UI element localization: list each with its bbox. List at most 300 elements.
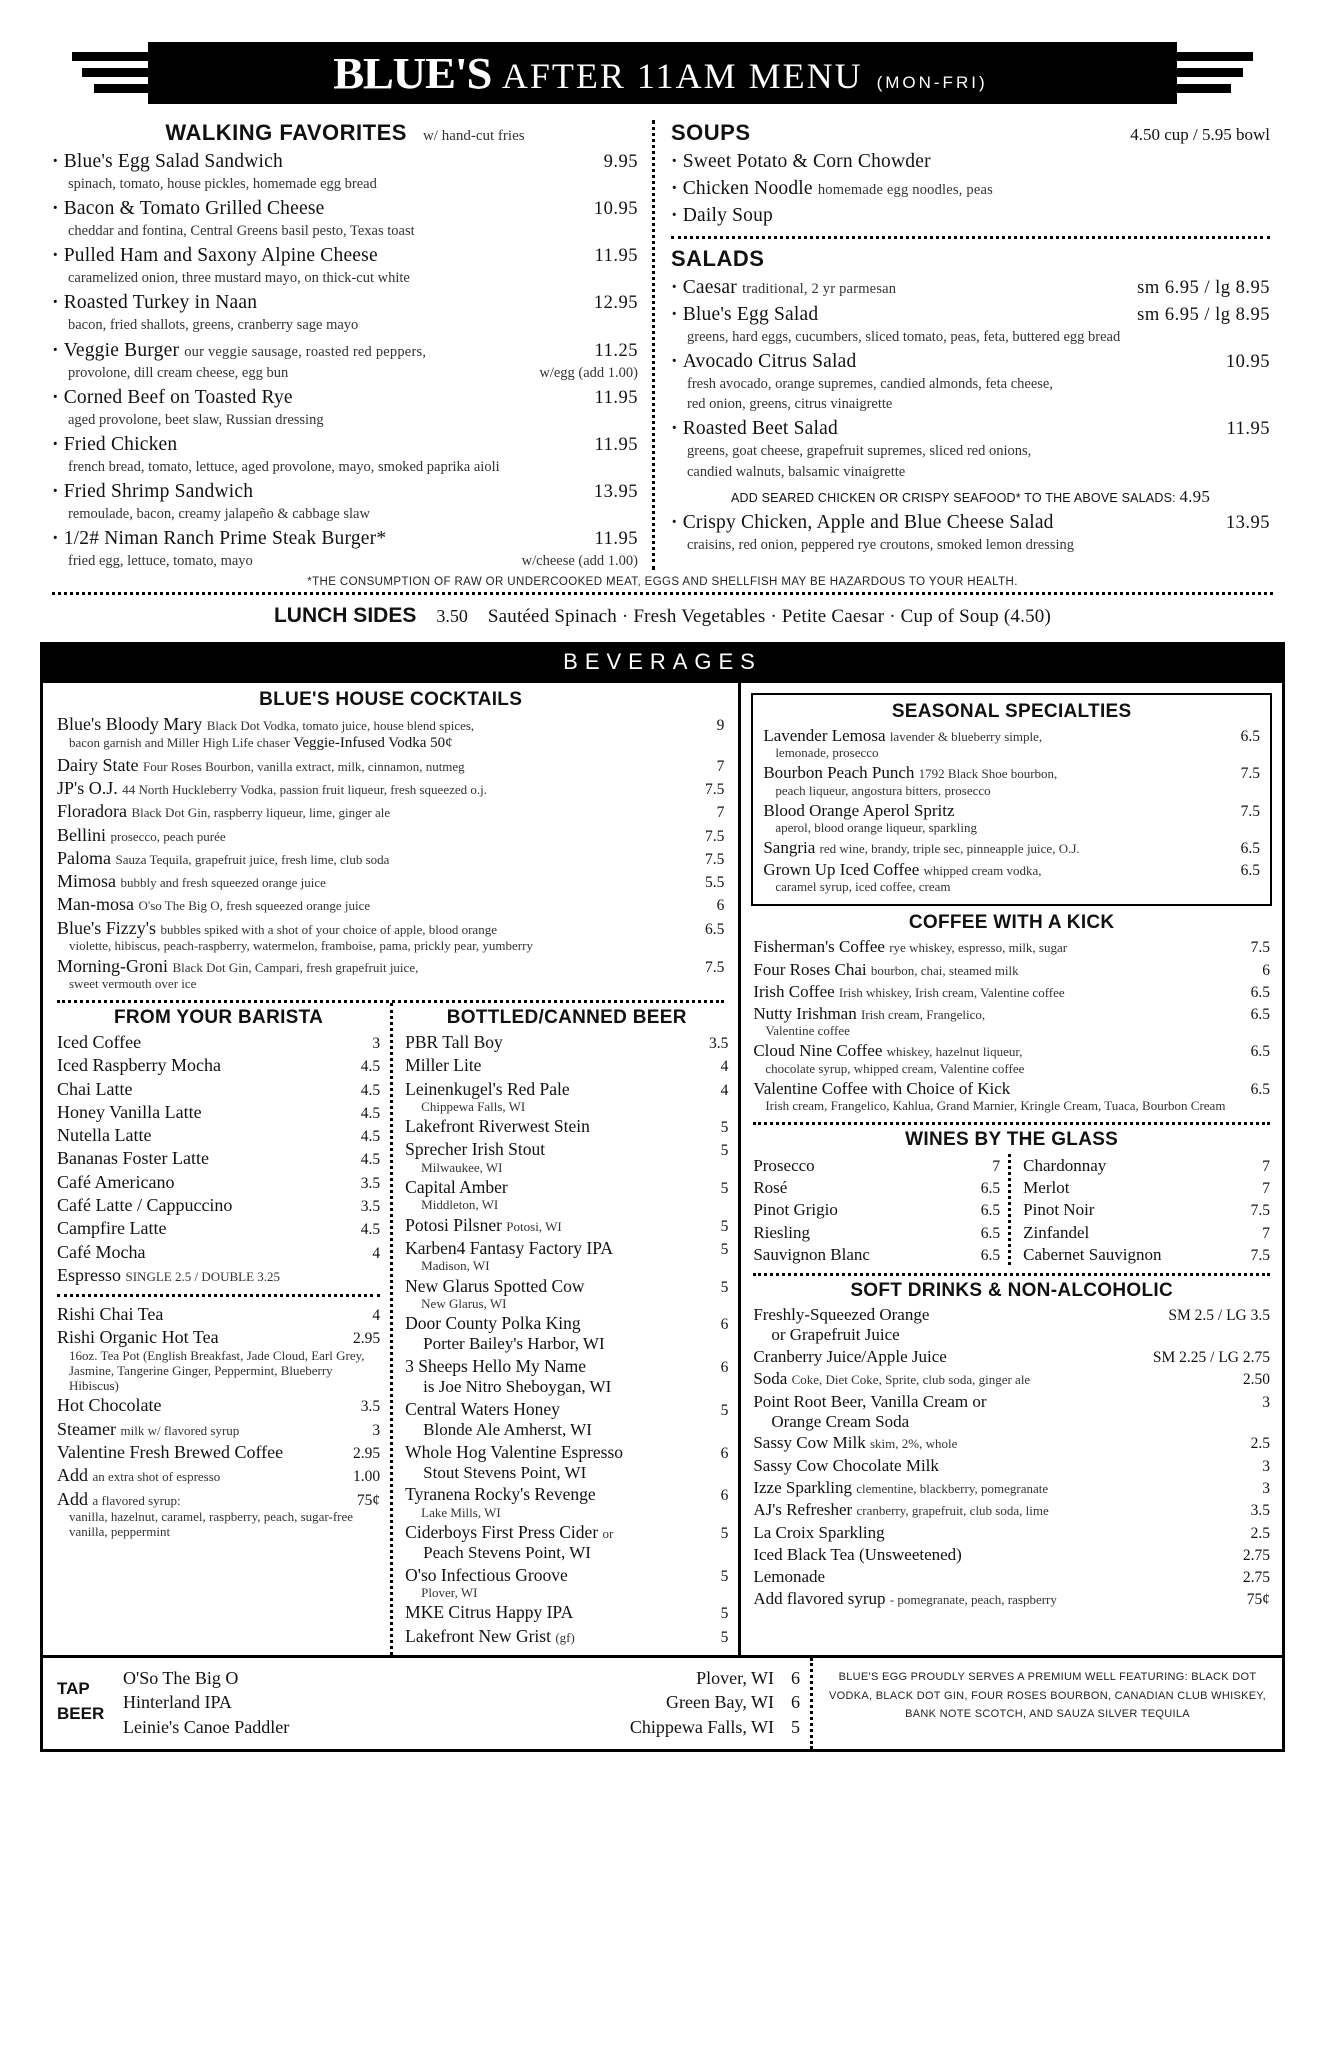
drink-desc: Black Dot Vodka, tomato juice, house blend spices, (206, 718, 475, 734)
drink-item (763, 860, 1260, 880)
drink-price: 1.00 (353, 1468, 381, 1486)
drink-item (753, 1523, 1270, 1543)
drink-item (753, 1589, 1270, 1609)
drink-price: 5 (720, 1217, 729, 1235)
drink-name: Fisherman's Coffee rye whiskey, espresso, milk, sugar (753, 937, 1068, 957)
drink-desc: whiskey, hazelnut liqueur, (886, 1044, 1023, 1060)
menu-item-name: · Caesar traditional, 2 yr parmesan (671, 277, 1127, 299)
drink-item (763, 801, 1260, 821)
drink-sub-desc: chocolate syrup, whipped cream, Valentine coffee (765, 1060, 1025, 1076)
drink-name-cont: Orange Cream Soda (771, 1411, 910, 1431)
walking-favorites-list (52, 151, 638, 570)
divider (753, 1122, 1270, 1125)
drink-item (57, 1079, 380, 1100)
divider (671, 236, 1270, 239)
tap-beer-item (123, 1715, 800, 1739)
drink-price: 5 (720, 1240, 729, 1258)
drink-item (405, 1055, 728, 1076)
drink-item (57, 825, 724, 846)
drink-inline-desc: milk w/ flavored syrup (120, 1422, 240, 1438)
wing-left-icon (70, 42, 156, 104)
drink-price: 7 (1262, 1224, 1270, 1242)
drink-sub-desc: sweet vermouth over ice (69, 976, 197, 992)
menu-item-name: · Roasted Beet Salad (671, 418, 1217, 440)
drink-price: 6 (720, 1444, 729, 1462)
soft-drinks-list (753, 1305, 1270, 1609)
drink-name: Mimosa bubbly and fresh squeezed orange juice (57, 871, 326, 892)
drink-price: 2.95 (353, 1330, 381, 1348)
tap-beer-label (57, 1666, 123, 1739)
drink-name: Tyranena Rocky's Revenge (405, 1484, 596, 1505)
drink-item (1023, 1223, 1270, 1243)
drink-desc: red wine, brandy, triple sec, pinneapple juice, O.J. (819, 840, 1080, 856)
drink-price: 6 (1262, 961, 1270, 979)
drink-name: Sangria red wine, brandy, triple sec, pinneapple juice, O.J. (763, 837, 1080, 857)
drink-price: 7.5 (1240, 765, 1260, 783)
beverages-right-column (741, 683, 1282, 1655)
drink-item (405, 1313, 728, 1334)
drink-name: JP's O.J. 44 North Huckleberry Vodka, passion fruit liqueur, fresh squeezed o.j. (57, 777, 487, 798)
menu-item-name: · Daily Soup (671, 205, 1270, 227)
drink-item (753, 1369, 1270, 1389)
drink-desc: Sauza Tequila, grapefruit juice, fresh lime, club soda (115, 851, 390, 867)
drink-name: Man-mosa O'so The Big O, fresh squeezed orange juice (57, 894, 371, 915)
wing-right-icon (1169, 42, 1255, 104)
tap-beer-list (123, 1666, 800, 1739)
drink-name-cont: or Grapefruit Juice (771, 1325, 900, 1345)
drink-item (405, 1399, 728, 1420)
tap-beer-item (123, 1666, 800, 1690)
drink-item (405, 1238, 728, 1259)
tea-list (57, 1304, 380, 1540)
menu-item-price: 11.95 (594, 529, 638, 549)
drink-price: 4 (372, 1244, 381, 1262)
drink-name: Valentine Coffee with Choice of Kick (753, 1078, 1011, 1098)
drink-name: Sassy Cow Chocolate Milk (753, 1455, 939, 1475)
drink-item (753, 1433, 1270, 1453)
header-banner (70, 42, 1255, 104)
drink-price: 7 (716, 757, 725, 775)
menu-title: AFTER 11AM MENU (501, 55, 863, 96)
bottled-beer-list (405, 1032, 728, 1647)
menu-item-addon: w/egg (add 1.00) (539, 364, 638, 381)
soft-drinks-section (741, 1280, 1282, 1613)
drink-price: 5 (720, 1180, 729, 1198)
drink-name: Add flavored syrup - pomegranate, peach, raspberry (753, 1589, 1057, 1609)
menu-item (52, 528, 638, 550)
drink-price: 6.5 (1250, 1043, 1270, 1061)
drink-name: Lavender Lemosa lavender & blueberry simple, (763, 726, 1043, 746)
walking-favorites-column (52, 120, 652, 570)
tap-beer-location: Plover, WI (696, 1667, 774, 1688)
menu-item-name: · Blue's Egg Salad Sandwich (52, 151, 594, 173)
drink-price: 7.5 (1250, 1202, 1270, 1220)
drink-name: La Croix Sparkling (753, 1522, 885, 1542)
drink-name: Riesling (753, 1222, 810, 1242)
drink-price: 6.5 (704, 920, 725, 938)
drink-name: Chai Latte (57, 1078, 133, 1099)
menu-item-desc-text: fried egg, lettuce, tomato, mayo (68, 553, 253, 569)
drink-name: Nutella Latte (57, 1125, 152, 1146)
drink-name: Iced Raspberry Mocha (57, 1055, 221, 1076)
menu-item-name: · Chicken Noodle homemade egg noodles, peas (671, 178, 1270, 200)
drink-name: Floradora Black Dot Gin, raspberry liqueur, lime, ginger ale (57, 801, 391, 822)
menu-item (671, 351, 1270, 373)
drink-name: AJ's Refresher cranberry, grapefruit, club soda, lime (753, 1500, 1049, 1520)
drink-price: 7 (1262, 1157, 1270, 1175)
drink-price: 4.5 (360, 1221, 381, 1239)
drink-price: 6 (720, 1487, 729, 1505)
drink-item (405, 1177, 728, 1198)
drink-price: 6.5 (1240, 862, 1260, 880)
drink-desc: cranberry, grapefruit, club soda, lime (856, 1503, 1049, 1519)
drink-name: Chardonnay (1023, 1155, 1107, 1175)
walking-favorites-heading: WALKING FAVORITES (165, 120, 407, 145)
drink-price: 5 (720, 1567, 729, 1585)
menu-item (52, 340, 638, 362)
drink-item (57, 1265, 380, 1286)
tap-label-line2: BEER (57, 1704, 105, 1724)
soups-list (671, 151, 1270, 227)
drink-name: Campfire Latte (57, 1218, 167, 1239)
drink-name: Grown Up Iced Coffee whipped cream vodka, (763, 860, 1042, 880)
drink-item (753, 1223, 1000, 1243)
drink-price: 2.75 (1242, 1546, 1270, 1564)
menu-item-name: · Veggie Burger our veggie sausage, roasted red peppers, (52, 340, 585, 362)
drink-price: 5 (720, 1401, 729, 1419)
drink-item (405, 1116, 728, 1137)
drink-item (57, 801, 724, 822)
menu-item-name: · 1/2# Niman Ranch Prime Steak Burger* (52, 528, 585, 550)
drink-name: Steamer milk w/ flavored syrup (57, 1418, 240, 1439)
menu-item-desc (68, 364, 638, 382)
drink-desc: - pomegranate, peach, raspberry (889, 1592, 1057, 1608)
drink-price: 6.5 (1250, 983, 1270, 1001)
drink-sub-desc: bacon garnish and Miller High Life chaser Veggie-Infused Vodka 50¢ (69, 735, 453, 752)
drink-name: Zinfandel (1023, 1222, 1090, 1242)
drink-desc: bubbles spiked with a shot of your choice of apple, blood orange (160, 921, 497, 937)
drink-price: 7 (1262, 1180, 1270, 1198)
menu-item (671, 151, 1270, 173)
drink-name: Add an extra shot of espresso (57, 1465, 221, 1486)
menu-item-price: 11.95 (1226, 419, 1270, 440)
menu-item (52, 198, 638, 220)
drink-price: 3.5 (360, 1174, 381, 1192)
drink-price: 9 (716, 717, 725, 735)
seasonal-heading: SEASONAL SPECIALTIES (891, 701, 1132, 723)
drink-price: 3 (372, 1421, 381, 1439)
drink-name: Café Latte / Cappuccino (57, 1195, 233, 1216)
menu-item (671, 178, 1270, 200)
drink-item (57, 1489, 380, 1510)
bottled-beer-section (393, 1003, 738, 1655)
drink-price: 5 (720, 1119, 729, 1137)
well-note-line1: BLUE'S EGG PROUDLY SERVES A PREMIUM WELL FEATURING: BLACK DOT (838, 1670, 1257, 1683)
title-bar (148, 42, 1177, 104)
drink-item (753, 1245, 1000, 1265)
menu-item (52, 434, 638, 456)
drink-name: Prosecco (753, 1155, 815, 1175)
menu-item-inline-desc: traditional, 2 yr parmesan (742, 281, 897, 297)
menu-item-addon: w/cheese (add 1.00) (521, 553, 638, 569)
drink-price: 3.5 (1250, 1502, 1270, 1520)
drink-name: Sprecher Irish Stout (405, 1139, 546, 1160)
drink-item (753, 1347, 1270, 1367)
drink-name-cont: Blonde Ale Amherst, WI (423, 1420, 592, 1440)
drink-item (753, 1392, 1270, 1412)
drink-location: Lake Mills, WI (421, 1504, 501, 1520)
house-cocktails-heading: BLUE'S HOUSE COCKTAILS (259, 689, 523, 711)
drink-name: Morning-Groni Black Dot Gin, Campari, fresh grapefruit juice, (57, 955, 419, 976)
drink-item (405, 1442, 728, 1463)
drink-price: 6 (716, 897, 725, 915)
drink-item (405, 1602, 728, 1623)
drink-price: 7.5 (704, 780, 725, 798)
drink-item (57, 871, 724, 892)
drink-desc: rye whiskey, espresso, milk, sugar (889, 940, 1068, 956)
drink-item (753, 1004, 1270, 1024)
salad-last-item (671, 512, 1270, 554)
drink-sub-desc: violette, hibiscus, peach-raspberry, watermelon, framboise, pama, prickly pear, yumberry (69, 937, 533, 953)
drink-location: Bailey's Harbor, WI (468, 1334, 605, 1354)
lunch-sides-list: Sautéed Spinach · Fresh Vegetables · Petite Caesar · Cup of Soup (4.50) (487, 606, 1051, 628)
drink-name: Lakefront New Grist (gf) (405, 1625, 575, 1646)
drink-name: Soda Coke, Diet Coke, Sprite, club soda, ginger ale (753, 1369, 1031, 1389)
drink-price: 2.5 (1250, 1524, 1270, 1542)
menu-item-inline-desc: our veggie sausage, roasted red peppers, (184, 343, 427, 360)
drink-price: 3.5 (360, 1398, 381, 1416)
drink-price: 4.5 (360, 1151, 381, 1169)
drink-item (1023, 1178, 1270, 1198)
drink-item (753, 1156, 1000, 1176)
drink-item (57, 755, 724, 776)
drink-price: 4.5 (360, 1081, 381, 1099)
drink-name: O'so Infectious Groove (405, 1564, 568, 1585)
drink-desc: Irish cream, Frangelico, (860, 1007, 986, 1023)
well-liquor-note (810, 1658, 1282, 1749)
brand-logo: BLUE'S (333, 48, 492, 98)
drink-location: Sheboygan, WI (505, 1377, 612, 1397)
coffee-kick-section (741, 906, 1282, 1118)
drink-name: Cabernet Sauvignon (1023, 1244, 1162, 1264)
wines-heading: WINES BY THE GLASS (905, 1128, 1119, 1150)
wines-left-list (753, 1154, 1011, 1265)
drink-price: 3.5 (708, 1035, 729, 1053)
drink-name: Bourbon Peach Punch 1792 Black Shoe bourbon, (763, 763, 1058, 783)
drink-item (57, 714, 724, 735)
beverages-banner: BEVERAGES (40, 642, 1285, 683)
drink-location: Chippewa Falls, WI (421, 1098, 526, 1114)
health-disclaimer: *THE CONSUMPTION OF RAW OR UNDERCOOKED MEAT, EGGS AND SHELLFISH MAY BE HAZARDOUS TO YOUR HEALTH. (307, 576, 1018, 589)
drink-sub-desc: lemonade, prosecco (775, 745, 879, 761)
menu-item-desc-text: provolone, dill cream cheese, egg bun (68, 364, 289, 381)
drink-price: 6.5 (980, 1246, 1001, 1264)
drink-inline-desc: SINGLE 2.5 / DOUBLE 3.25 (125, 1268, 281, 1284)
drink-sub-desc: peach liqueur, angostura bitters, prosecco (775, 782, 991, 798)
drink-name: MKE Citrus Happy IPA (405, 1602, 574, 1623)
drink-price: 6.5 (980, 1202, 1001, 1220)
drink-or: or (602, 1525, 614, 1541)
salads-heading: SALADS (671, 246, 765, 271)
menu-days-note: (MON-FRI) (876, 72, 988, 92)
drink-price: 7.5 (704, 850, 725, 868)
tap-beer-location: Chippewa Falls, WI (629, 1716, 774, 1737)
drink-item (57, 1148, 380, 1169)
drink-name: PBR Tall Boy (405, 1032, 503, 1053)
menu-item-price: 11.25 (594, 340, 638, 361)
drink-item (753, 960, 1270, 980)
drink-desc: O'so The Big O, fresh squeezed orange juice (138, 898, 371, 914)
drink-price: 5 (720, 1605, 729, 1623)
drink-sub-desc: Valentine coffee (765, 1023, 850, 1039)
drink-item (753, 1500, 1270, 1520)
divider (753, 1273, 1270, 1276)
menu-item-price: sm 6.95 / lg 8.95 (1137, 305, 1270, 325)
beverages-left-column (43, 683, 741, 1655)
drink-item (405, 1139, 728, 1160)
drink-name: Irish Coffee Irish whiskey, Irish cream, Valentine coffee (753, 981, 1065, 1001)
drink-desc: Coke, Diet Coke, Sprite, club soda, ginger ale (791, 1372, 1031, 1388)
menu-item-name: · Fried Chicken (52, 434, 585, 456)
drink-name: Pinot Grigio (753, 1200, 838, 1220)
drink-price: 6.5 (980, 1180, 1001, 1198)
drink-item (763, 726, 1260, 746)
drink-name: Rishi Organic Hot Tea (57, 1327, 219, 1348)
drink-item (57, 848, 724, 869)
drink-item (753, 1305, 1270, 1325)
drink-price: 7.5 (1240, 802, 1260, 820)
menu-item-name: · Roasted Turkey in Naan (52, 292, 584, 314)
food-section (52, 120, 1273, 570)
menu-item-price: 10.95 (1225, 352, 1270, 373)
drink-item (753, 1079, 1270, 1099)
drink-price: 2.75 (1242, 1569, 1270, 1587)
wines-section (741, 1129, 1282, 1269)
menu-item-price: 13.95 (1225, 512, 1270, 533)
drink-price: 6.5 (1250, 1080, 1270, 1098)
drink-name: Pinot Noir (1023, 1200, 1095, 1220)
drink-price: 6.5 (1240, 839, 1260, 857)
drink-item (763, 763, 1260, 783)
walking-favorites-header (52, 120, 638, 146)
walking-favorites-note: w/ hand-cut fries (422, 128, 525, 144)
drink-price: 3 (372, 1035, 381, 1053)
drink-item (57, 778, 724, 799)
drink-item (405, 1356, 728, 1377)
drink-item (1023, 1200, 1270, 1220)
drink-name: Whole Hog Valentine Espresso (405, 1441, 624, 1462)
soups-price-note: 4.50 cup / 5.95 bowl (1130, 125, 1270, 144)
drink-sub-desc: 16oz. Tea Pot (English Breakfast, Jade Cloud, Earl Grey, Jasmine, Tangerine Ginger, Peppermint, Blueberry Hibiscus) (69, 1347, 365, 1393)
drink-name: Honey Vanilla Latte (57, 1101, 202, 1122)
menu-item-name: · Blue's Egg Salad (671, 304, 1127, 326)
menu-item (52, 387, 638, 409)
drink-sub-desc: vanilla, hazelnut, caramel, raspberry, peach, sugar-free vanilla, peppermint (69, 1508, 354, 1539)
wines-grid (753, 1154, 1270, 1265)
drink-location: Potosi, WI (506, 1218, 562, 1234)
drink-item (753, 1545, 1270, 1565)
menu-item (671, 512, 1270, 534)
drink-item (57, 1395, 380, 1416)
drink-item (57, 1327, 380, 1348)
menu-item (671, 418, 1270, 440)
barista-heading: FROM YOUR BARISTA (113, 1007, 324, 1029)
drink-name-cont: Peach Stevens Point, WI (423, 1543, 591, 1563)
drink-name: Karben4 Fantasy Factory IPA (405, 1237, 614, 1258)
drink-name: Espresso SINGLE 2.5 / DOUBLE 3.25 (57, 1264, 281, 1285)
drink-item (57, 918, 724, 939)
drink-name: Potosi Pilsner Potosi, WI (405, 1214, 562, 1235)
tap-beer-section (43, 1658, 810, 1749)
menu-item (671, 205, 1270, 227)
drink-item (57, 894, 724, 915)
drink-name: Four Roses Chai bourbon, chai, steamed milk (753, 959, 1019, 979)
house-cocktails-list (57, 714, 724, 992)
drink-price: 7 (716, 804, 725, 822)
drink-name: Café Americano (57, 1171, 175, 1192)
coffee-kick-list (753, 937, 1270, 1114)
menu-item-desc: greens, hard eggs, cucumbers, sliced tomato, peas, feta, buttered egg bread (687, 329, 1121, 345)
menu-item-inline-desc: homemade egg noodles, peas (817, 182, 993, 198)
drink-name: 3 Sheeps Hello My Name (405, 1355, 586, 1376)
drink-desc: Black Dot Gin, Campari, fresh grapefruit juice, (172, 959, 419, 975)
drink-price: 7.5 (704, 827, 725, 845)
menu-item-name: · Crispy Chicken, Apple and Blue Cheese Salad (671, 512, 1216, 534)
drink-desc: lavender & blueberry simple, (889, 729, 1043, 745)
well-note-line2: VODKA, BLACK DOT GIN, FOUR ROSES BOURBON, CANADIAN CLUB WHISKEY, (829, 1689, 1266, 1702)
menu-item (52, 292, 638, 314)
lunch-sides-title: LUNCH SIDES (273, 604, 417, 628)
tap-beer-name: O'So The Big O (123, 1667, 239, 1688)
drink-item (405, 1032, 728, 1053)
drink-price: 6.5 (1250, 1006, 1270, 1024)
drink-item (753, 1178, 1000, 1198)
well-note-line3: BANK NOTE SCOTCH, AND SAUZA SILVER TEQUILA (905, 1708, 1190, 1721)
soups-header (671, 120, 1270, 146)
drink-inline-desc: an extra shot of espresso (92, 1469, 221, 1485)
drink-name: Cloud Nine Coffee whiskey, hazelnut liqueur, (753, 1041, 1023, 1061)
drink-location: Middleton, WI (421, 1197, 499, 1213)
drink-name-cont: Porter Bailey's Harbor, WI (423, 1334, 605, 1354)
drink-price: 4.5 (360, 1058, 381, 1076)
drink-sub-desc: aperol, blood orange liqueur, sparkling (775, 819, 977, 835)
drink-price: 3 (1262, 1393, 1270, 1411)
beverages-body (40, 683, 1285, 1658)
drink-item (405, 1522, 728, 1543)
lunch-sides-row (52, 604, 1273, 628)
footer (40, 1658, 1285, 1752)
drink-item (763, 838, 1260, 858)
soups-salads-column (652, 120, 1270, 570)
menu-item (671, 304, 1270, 326)
drink-item (57, 1172, 380, 1193)
drink-item (405, 1565, 728, 1586)
drink-name: Sauvignon Blanc (753, 1244, 870, 1264)
menu-item-desc: remoulade, bacon, creamy jalapeño & cabbage slaw (68, 505, 370, 522)
divider (52, 592, 1273, 595)
drink-name: Izze Sparkling clementine, blackberry, pomegranate (753, 1477, 1049, 1497)
drink-item (57, 1102, 380, 1123)
drink-price: 4 (720, 1081, 729, 1099)
drink-item (57, 1465, 380, 1486)
drink-name: Nutty Irishman Irish cream, Frangelico, (753, 1004, 986, 1024)
house-cocktails-section (43, 683, 738, 992)
drink-item (57, 1195, 380, 1216)
drink-item (57, 1055, 380, 1076)
coffee-kick-heading: COFFEE WITH A KICK (908, 912, 1115, 934)
drink-sub-desc: Irish cream, Frangelico, Kahlua, Grand Marnier, Kringle Cream, Tuaca, Bourbon Cream (765, 1097, 1226, 1113)
drink-name: Door County Polka King (405, 1313, 581, 1334)
